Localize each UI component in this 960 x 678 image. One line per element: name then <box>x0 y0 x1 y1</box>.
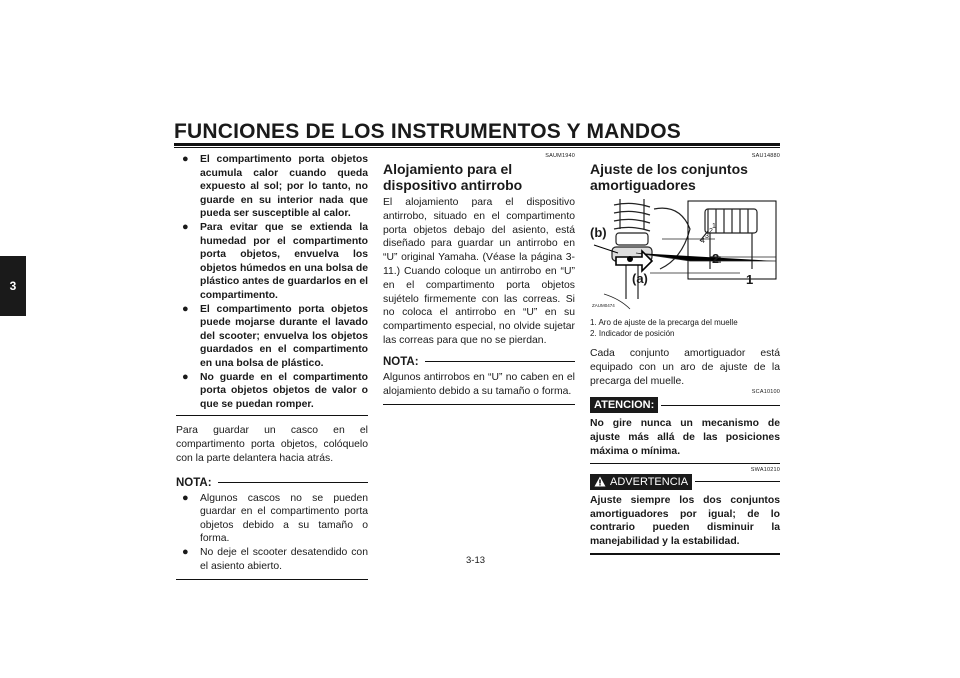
scale-number: 4 <box>701 238 705 245</box>
nota-header <box>176 477 368 489</box>
bullet-icon: ● <box>182 220 189 233</box>
section-code: SAUM1940 <box>545 153 575 159</box>
column-2 <box>383 153 575 405</box>
warning-bullet: ● El compartimento porta objetos acumula calor cuando queda expuesto al sol; por lo tanto, no guarde en su interior nada que pueda ser susceptible al calor. <box>182 153 368 220</box>
nota-bullet: ● Algunos cascos no se pueden guardar en el compartimento porta objetos debido a su tamaño o forma. <box>182 491 368 545</box>
helmet-paragraph: Para guardar un casco en el compartimento porta objetos, colóquelo con la parte delantera hacia atrás. <box>176 425 368 464</box>
bullet-icon: ● <box>182 491 189 504</box>
section-paragraph: Cada conjunto amortiguador está equipado con un aro de ajuste de la precarga del muelle. <box>590 348 780 387</box>
header-rule <box>174 143 780 146</box>
shock-absorber-illustration <box>590 199 780 313</box>
figure-caption: 1. Aro de ajuste de la precarga del muelle <box>590 318 738 327</box>
warning-banner <box>590 474 692 490</box>
column-1 <box>176 153 368 580</box>
nota-label: NOTA: <box>383 355 419 368</box>
nota-rule <box>218 482 368 483</box>
section-paragraph: El alojamiento para el dispositivo antirrobo, situado en el compartimento porta objetos debajo del asiento, está diseñado para guardar un antirrobo en “U” original Yamaha. (Véase la página 3-11.) Cuando coloque un antirrobo en “U” en el compartimento porta objetos sujételo firmemente con las correas. Si no coloca el antirrobo en “U” en su compartimento especial, no olvide sujetar las correas para que no se pierdan. <box>383 197 575 346</box>
section-code: SAU14880 <box>751 153 780 159</box>
bullet-icon: ● <box>182 370 189 383</box>
warning-bullet: ● El compartimento porta objetos puede mojarse durante el lavado del scooter; envuelva los objetos guardados en el compartimento en una bolsa de plástico. <box>182 302 368 369</box>
header-rule-thin <box>174 147 780 148</box>
warning-triangle-icon <box>594 476 606 487</box>
nota-text: Algunos antirrobos en “U” no caben en el alojamiento debido a su tamaño o forma. <box>383 371 575 397</box>
chapter-tab: 3 <box>0 256 26 316</box>
bullet-icon: ● <box>182 302 189 315</box>
nota-rule <box>425 361 575 362</box>
nota-label: NOTA: <box>176 476 212 489</box>
section-heading: Alojamiento para el dispositivo antirrobo <box>383 161 523 193</box>
bullet-icon: ● <box>182 546 189 559</box>
scale-number: 3 <box>705 233 709 240</box>
section-heading: Ajuste de los conjuntos amortiguadores <box>590 161 748 193</box>
caution-end-rule <box>590 463 780 464</box>
warning-rule <box>695 481 780 482</box>
callout-2: 2 <box>712 251 720 266</box>
caution-banner: ATENCION: <box>590 397 658 413</box>
warning-end-rule <box>590 553 780 555</box>
caution-header <box>590 397 780 413</box>
caution-code: SCA10100 <box>751 389 780 396</box>
column-3 <box>590 153 780 555</box>
caution-rule <box>661 405 780 406</box>
callout-1: 1 <box>746 272 754 287</box>
label-a: (a) <box>632 271 648 286</box>
page-number: 3-13 <box>466 555 486 566</box>
scale-number: 2 <box>709 228 713 235</box>
nota-bullet: ● No deje el scooter desatendido con el asiento abierto. <box>182 546 368 572</box>
figure-code: ZAUM0474 <box>592 303 615 308</box>
nota-end-rule <box>176 579 368 580</box>
figure-caption: 2. Indicador de posición <box>590 329 675 338</box>
page-title: FUNCIONES DE LOS INSTRUMENTOS Y MANDOS <box>174 120 681 143</box>
label-b: (b) <box>590 225 607 240</box>
scale-number: 1 <box>712 223 716 230</box>
nota-header <box>383 356 575 368</box>
section-rule <box>176 415 368 416</box>
warning-bullet: ● No guarde en el compartimento porta objetos objetos de valor o que se puedan romper. <box>182 370 368 410</box>
bullet-icon: ● <box>182 153 189 165</box>
warning-header <box>590 474 780 490</box>
warning-bullet: ● Para evitar que se extienda la humedad por el compartimento porta objetos, envuelva los objetos húmedos en una bolsa de plástico antes de guardarlos en el compartimento. <box>182 220 368 301</box>
warning-text: Ajuste siempre los dos conjuntos amortiguadores por igual; de lo contrario pueden disminuir la manejabilidad y la estabilidad. <box>590 494 780 548</box>
caution-text: No gire nunca un mecanismo de ajuste más allá de las posiciones máxima o mínima. <box>590 418 780 457</box>
warning-label: ADVERTENCIA <box>610 475 689 488</box>
shock-figure <box>590 199 780 313</box>
nota-end-rule <box>383 404 575 405</box>
warning-code: SWA10210 <box>750 466 780 473</box>
